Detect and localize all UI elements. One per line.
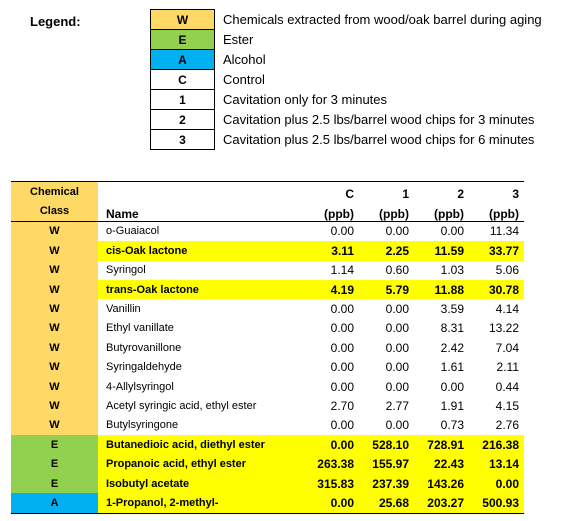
value-2-cell: 0.00	[440, 379, 464, 394]
header-col-3-top: 3	[464, 182, 524, 202]
table-row	[11, 474, 524, 493]
chemical-name-cell: Isobutyl acetate	[98, 474, 299, 493]
value-1-cell: 2.77	[385, 398, 409, 413]
value-3-cell: 13.14	[464, 454, 524, 473]
chemical-class-cell: W	[11, 377, 98, 396]
chemical-class-cell: A	[11, 493, 98, 513]
chemical-class-cell: W	[11, 416, 98, 435]
table-row	[11, 319, 524, 338]
chemical-data-table	[11, 181, 524, 514]
value-1-cell: 25.68	[354, 493, 409, 513]
chemical-class-cell: E	[11, 454, 98, 473]
value-3-cell: 5.06	[495, 263, 519, 278]
legend-description: Cavitation plus 2.5 lbs/barrel wood chips for 6 minutes	[223, 132, 535, 147]
value-3-cell: 2.76	[495, 418, 519, 433]
legend-code: 2	[151, 110, 215, 130]
chemical-class-cell: W	[11, 299, 98, 318]
legend-code: 1	[151, 90, 215, 110]
value-1-cell: 0.00	[385, 321, 409, 336]
table-row	[11, 435, 524, 454]
header-name: Name	[98, 201, 299, 221]
value-1-cell: 0.00	[385, 302, 409, 317]
legend-description: Alcohol	[223, 52, 266, 67]
legend-description: Ester	[223, 32, 254, 47]
table-row	[11, 280, 524, 299]
value-c-cell: 2.70	[330, 398, 354, 413]
legend-title: Legend:	[30, 14, 81, 29]
chemical-name-cell: o-Guaiacol	[106, 225, 160, 238]
value-c-cell: 0.00	[299, 435, 354, 454]
value-2-cell: 728.91	[409, 435, 464, 454]
header-col-2-top: 2	[409, 182, 464, 202]
legend-row	[151, 50, 543, 70]
legend-table	[150, 9, 543, 150]
legend-row	[151, 90, 543, 110]
value-3-cell: 216.38	[464, 435, 524, 454]
header-col-2-unit: (ppb)	[409, 201, 464, 221]
value-1-cell: 0.00	[385, 379, 409, 394]
value-c-cell: 0.00	[330, 340, 354, 355]
value-2-cell: 1.61	[440, 360, 464, 375]
value-2-cell: 0.00	[440, 224, 464, 239]
legend-code: W	[151, 10, 215, 30]
value-3-cell: 2.11	[496, 360, 519, 375]
legend-code: E	[151, 30, 215, 50]
header-col-c-top: C	[299, 182, 354, 202]
chemical-class-cell: W	[11, 221, 98, 241]
chemical-name-cell: 4-Allylsyringol	[106, 380, 174, 393]
value-2-cell: 1.91	[440, 398, 464, 413]
value-3-cell: 11.34	[489, 224, 519, 239]
table-row	[11, 493, 524, 513]
value-2-cell: 11.59	[409, 241, 464, 260]
value-c-cell: 0.00	[330, 360, 354, 375]
value-3-cell: 30.78	[464, 280, 524, 299]
legend-row	[151, 130, 543, 150]
value-3-cell: 4.14	[495, 302, 519, 317]
chemical-name-cell: 1-Propanol, 2-methyl-	[98, 493, 299, 513]
table-row	[11, 299, 524, 318]
legend-row	[151, 70, 543, 90]
header-col-1-unit: (ppb)	[354, 201, 409, 221]
value-1-cell: 155.97	[354, 454, 409, 473]
value-1-cell: 237.39	[354, 474, 409, 493]
value-2-cell: 2.42	[440, 340, 464, 355]
legend-code: C	[151, 70, 215, 90]
value-c-cell: 0.00	[330, 302, 354, 317]
value-1-cell: 0.00	[385, 418, 409, 433]
chemical-name-cell: Butylsyringone	[106, 419, 179, 432]
chemical-name-cell: Vanillin	[106, 303, 141, 316]
legend-row	[151, 110, 543, 130]
value-c-cell: 1.14	[330, 263, 354, 278]
value-c-cell: 0.00	[330, 418, 354, 433]
table-row	[11, 454, 524, 473]
value-3-cell: 33.77	[464, 241, 524, 260]
value-2-cell: 22.43	[409, 454, 464, 473]
table-row	[11, 358, 524, 377]
value-2-cell: 203.27	[409, 493, 464, 513]
chemical-class-cell: W	[11, 319, 98, 338]
chemical-name-cell: Butanedioic acid, diethyl ester	[98, 435, 299, 454]
chemical-name-cell: Syringol	[106, 264, 146, 277]
chemical-class-cell: W	[11, 396, 98, 415]
value-c-cell: 0.00	[330, 321, 354, 336]
value-c-cell: 0.00	[330, 224, 354, 239]
header-class-line1: Chemical	[11, 182, 98, 202]
legend-code: 3	[151, 130, 215, 150]
chemical-name-cell: Propanoic acid, ethyl ester	[98, 454, 299, 473]
value-1-cell: 528.10	[354, 435, 409, 454]
header-col-c-unit: (ppb)	[299, 201, 354, 221]
value-2-cell: 11.88	[409, 280, 464, 299]
table-row	[11, 338, 524, 357]
legend-row	[151, 10, 543, 30]
value-1-cell: 0.00	[385, 360, 409, 375]
header-col-1-top: 1	[354, 182, 409, 202]
chemical-class-cell: E	[11, 435, 98, 454]
chemical-name-cell: Ethyl vanillate	[106, 322, 174, 335]
value-2-cell: 143.26	[409, 474, 464, 493]
chemical-class-cell: W	[11, 358, 98, 377]
value-c-cell: 315.83	[299, 474, 354, 493]
value-1-cell: 2.25	[354, 241, 409, 260]
value-c-cell: 3.11	[299, 241, 354, 260]
value-3-cell: 500.93	[464, 493, 524, 513]
value-c-cell: 0.00	[299, 493, 354, 513]
legend-description: Chemicals extracted from wood/oak barrel during aging	[223, 12, 542, 27]
value-3-cell: 0.00	[464, 474, 524, 493]
value-1-cell: 5.79	[354, 280, 409, 299]
table-row	[11, 416, 524, 435]
table-row	[11, 241, 524, 260]
value-2-cell: 1.03	[440, 263, 464, 278]
chemical-name-cell: Butyrovanillone	[106, 341, 182, 354]
legend-description: Control	[223, 72, 265, 87]
legend-description: Cavitation only for 3 minutes	[223, 92, 388, 107]
value-3-cell: 13.22	[488, 321, 519, 336]
value-3-cell: 7.04	[495, 340, 519, 355]
value-2-cell: 3.59	[440, 302, 464, 317]
table-row	[11, 221, 524, 241]
header-class-line2: Class	[11, 201, 98, 221]
value-c-cell: 0.00	[330, 379, 354, 394]
chemical-name-cell: Syringaldehyde	[106, 361, 182, 374]
chemical-name-cell: Acetyl syringic acid, ethyl ester	[106, 399, 257, 412]
chemical-class-cell: W	[11, 241, 98, 260]
chemical-class-cell: W	[11, 280, 98, 299]
legend-row	[151, 30, 543, 50]
value-1-cell: 0.00	[385, 224, 409, 239]
chemical-class-cell: E	[11, 474, 98, 493]
table-row	[11, 377, 524, 396]
value-c-cell: 263.38	[299, 454, 354, 473]
legend-description: Cavitation plus 2.5 lbs/barrel wood chips for 3 minutes	[223, 112, 535, 127]
header-col-3-unit: (ppb)	[464, 201, 524, 221]
value-2-cell: 0.73	[440, 418, 464, 433]
table-row	[11, 261, 524, 280]
table-row	[11, 396, 524, 415]
value-2-cell: 8.31	[440, 321, 464, 336]
legend-code: A	[151, 50, 215, 70]
value-3-cell: 0.44	[495, 379, 519, 394]
chemical-class-cell: W	[11, 338, 98, 357]
value-1-cell: 0.60	[385, 263, 409, 278]
chemical-name-cell: cis-Oak lactone	[98, 241, 299, 260]
value-3-cell: 4.15	[495, 398, 519, 413]
value-1-cell: 0.00	[385, 340, 409, 355]
chemical-class-cell: W	[11, 261, 98, 280]
value-c-cell: 4.19	[299, 280, 354, 299]
chemical-name-cell: trans-Oak lactone	[98, 280, 299, 299]
